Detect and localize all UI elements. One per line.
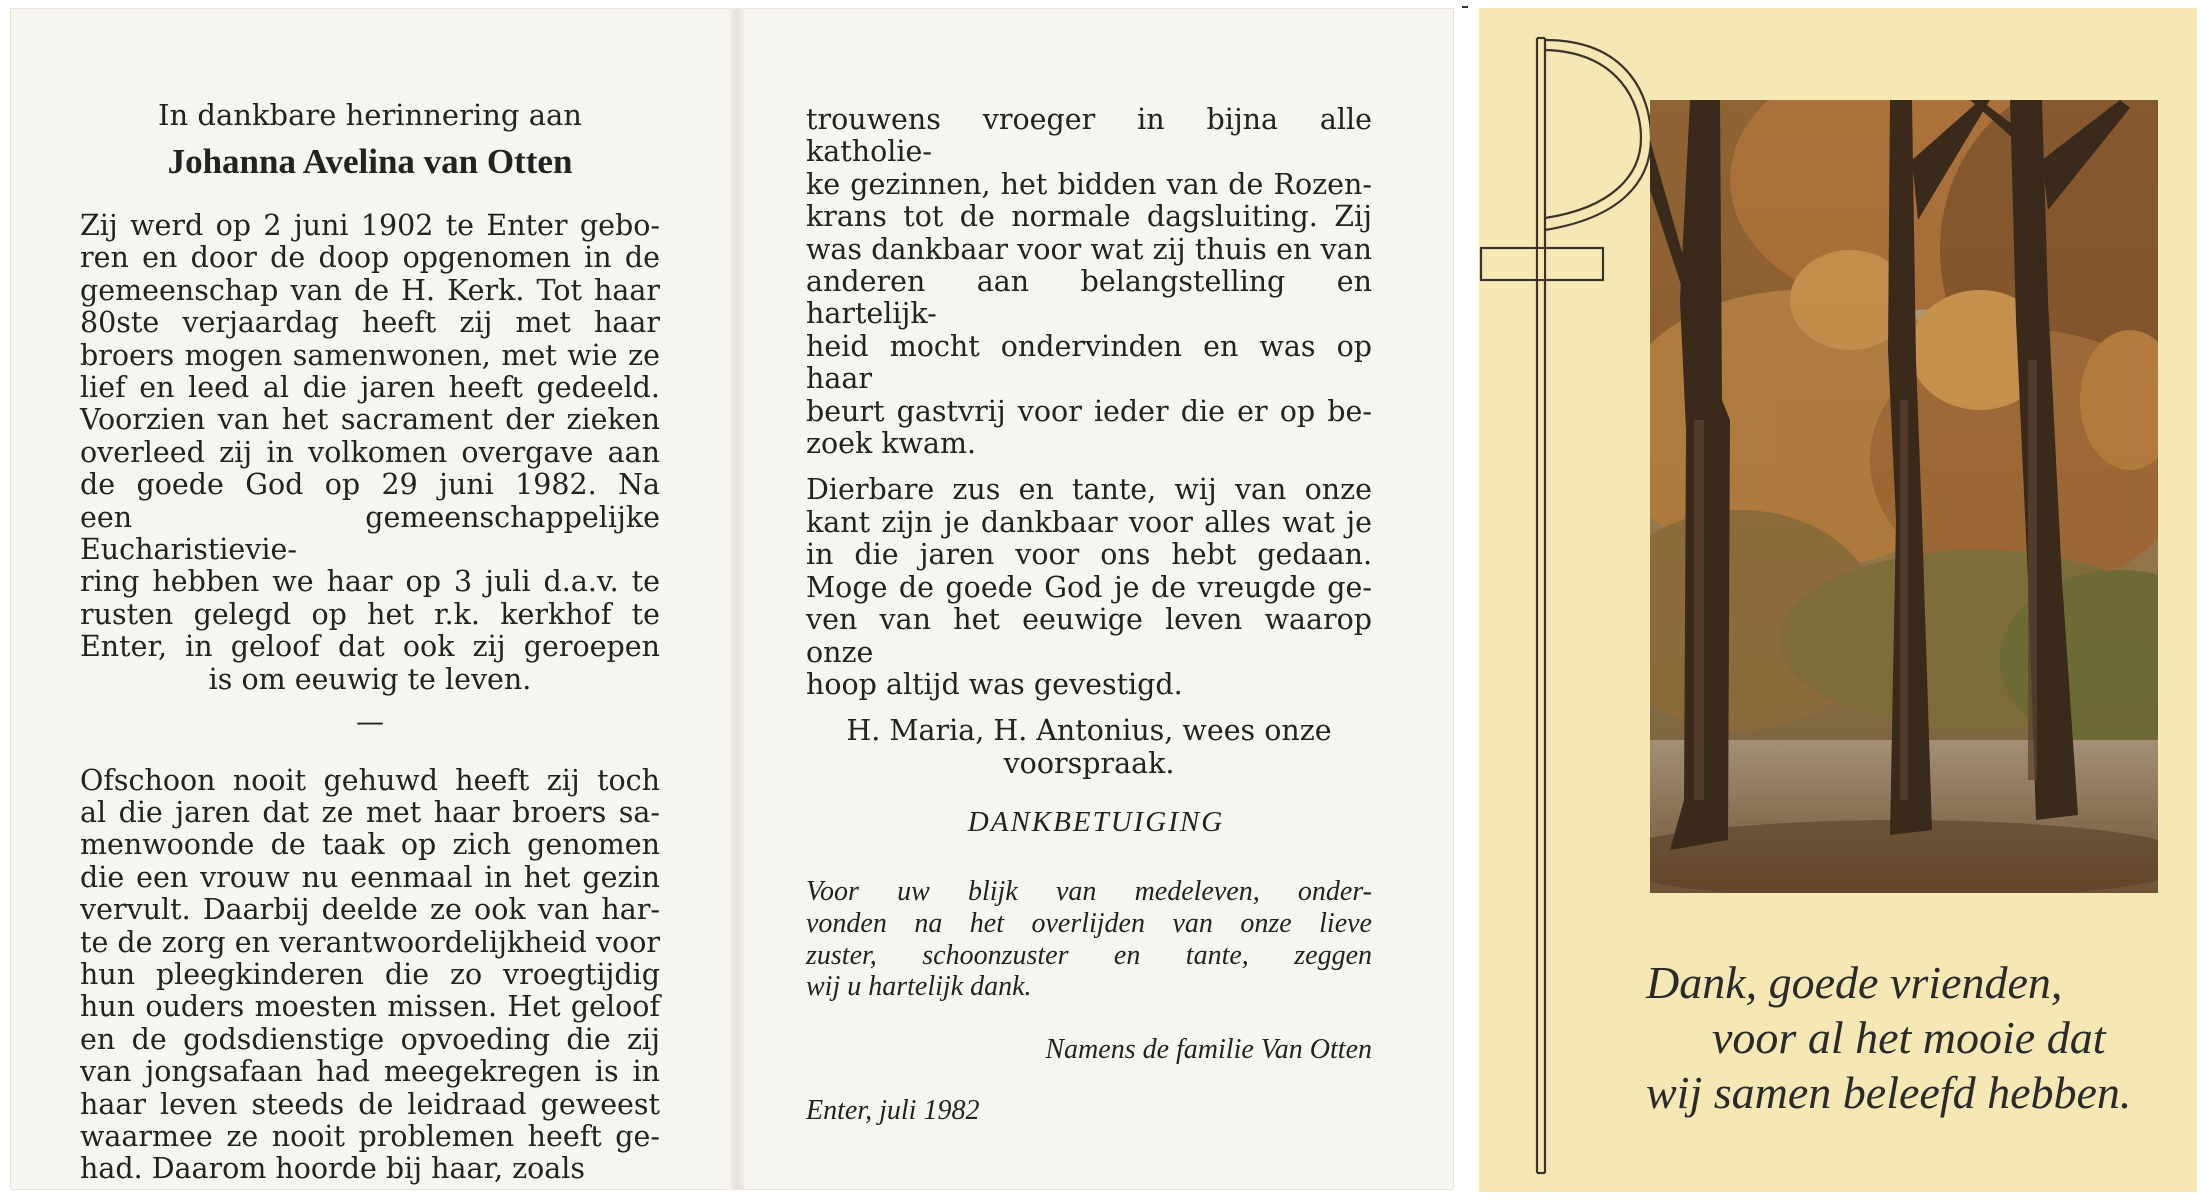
- thank-you-slogan: [1646, 955, 2206, 1120]
- text-line: menwoonde de taak op zich genomen: [80, 828, 660, 862]
- thanks-text-line: wij u hartelijk dank.: [806, 971, 1032, 1003]
- family-signature: Namens de familie Van Otten: [1045, 1034, 1372, 1065]
- text-line: de goede God op 29 juni 1982. Na: [80, 468, 660, 502]
- text-line: Zij werd op 2 juni 1902 te Enter gebo-: [80, 209, 660, 242]
- biography-paragraph-2: [80, 765, 660, 1186]
- text-line: die een vrouw nu eenmaal in het gezin: [80, 860, 660, 894]
- prayer-text-line: voorspraak.: [1003, 746, 1175, 780]
- text-line: anderen aan belangstelling en hartelijk-: [806, 265, 1372, 331]
- text-line: beurt gastvrij voor ieder die er op be-: [806, 394, 1372, 428]
- biography-paragraph-1: [80, 210, 660, 696]
- separator: —: [356, 705, 384, 739]
- text-line: hun ouders moesten missen. Het geloof: [80, 990, 660, 1024]
- text-line: trouwens vroeger in bijna alle katholie-: [806, 103, 1372, 169]
- text-line: zoek kwam.: [806, 427, 977, 461]
- text-line: krans tot de normale dagsluiting. Zij: [806, 200, 1372, 234]
- biography-paragraph-3: [806, 104, 1372, 460]
- slogan-line-3: wij samen beleefd hebben.: [1646, 1067, 2132, 1118]
- text-line: ren en door de doop opgenomen in de: [80, 241, 660, 275]
- text-line: is om eeuwig te leven.: [208, 662, 532, 696]
- text-line: rusten gelegd op het r.k. kerkhof te: [80, 597, 660, 631]
- text-line: lief en leed al die jaren heeft gedeeld.: [80, 371, 660, 405]
- text-line: hoop altijd was gevestigd.: [806, 667, 1183, 701]
- text-line: al die jaren dat ze met haar broers sa-: [80, 795, 660, 829]
- text-line: was dankbaar voor wat zij thuis en van: [806, 232, 1372, 266]
- text-line: ring hebben we haar op 3 juli d.a.v. te: [80, 565, 660, 599]
- place-date: Enter, juli 1982: [806, 1095, 980, 1126]
- card-fold: [730, 8, 744, 1190]
- text-line: van jongsafaan had meegekregen is in: [80, 1055, 660, 1089]
- text-line: 80ste verjaardag heeft zij met haar: [80, 306, 660, 340]
- text-line: kant zijn je dankbaar voor alles wat je: [806, 505, 1372, 539]
- text-line: vervult. Daarbij deelde ze ook van har-: [80, 893, 660, 927]
- text-line: hun pleegkinderen die zo vroegtijdig: [80, 957, 660, 991]
- text-line: te de zorg en verantwoordelijkheid voor: [80, 925, 660, 959]
- deceased-name: Johanna Avelina van Otten: [167, 142, 573, 181]
- slogan-line-2: voor al het mooie dat: [1712, 1012, 2106, 1063]
- thanks-text: [806, 876, 1372, 1003]
- biography-paragraph-4: [806, 474, 1372, 701]
- text-line: heid mocht ondervinden en was op haar: [806, 329, 1372, 396]
- text-line: overleed zij in volkomen overgave aan: [80, 435, 660, 469]
- chi-rho-cross-icon: [1479, 8, 1659, 1192]
- text-line: gemeenschap van de H. Kerk. Tot haar: [80, 273, 660, 307]
- left-column: [80, 210, 660, 1186]
- thanks-text-line: zuster, schoonzuster en tante, zeggen: [806, 939, 1372, 971]
- intro-line: In dankbare herinnering aan: [158, 98, 582, 132]
- text-line: ke gezinnen, het bidden van de Rozen-: [806, 167, 1372, 201]
- text-line: en de godsdienstige opvoeding die zij: [80, 1022, 660, 1056]
- text-line: had. Daarom hoorde bij haar, zoals: [80, 1152, 585, 1186]
- text-line: Moge de goede God je de vreugde ge-: [806, 570, 1372, 604]
- text-line: Dierbare zus en tante, wij van onze: [806, 473, 1372, 507]
- text-line: Enter, in geloof dat ook zij geroepen: [80, 630, 660, 664]
- thanks-text-line: Voor uw blijk van medeleven, onder-: [806, 876, 1372, 907]
- middle-column: [806, 104, 1372, 780]
- prayer-text-line: H. Maria, H. Antonius, wees onze: [846, 714, 1332, 748]
- text-line: Voorzien van het sacrament der zieken: [80, 403, 660, 437]
- slogan-line-1: Dank, goede vrienden,: [1646, 957, 2063, 1008]
- thanks-heading: DANKBETUIGING: [967, 806, 1225, 838]
- text-line: ven van het eeuwige leven waarop onze: [806, 603, 1372, 669]
- text-line: een gemeenschappelijke Eucharistievie-: [80, 500, 660, 567]
- edge-mark: [1462, 6, 1468, 8]
- autumn-forest-photo: [1650, 100, 2158, 893]
- thanks-text-line: vonden na het overlijden van onze lieve: [806, 907, 1372, 939]
- text-line: haar leven steeds de leidraad geweest: [80, 1087, 660, 1121]
- text-line: in die jaren voor ons hebt gedaan.: [806, 538, 1372, 572]
- text-line: waarmee ze nooit problemen heeft ge-: [80, 1119, 660, 1153]
- text-line: Ofschoon nooit gehuwd heeft zij toch: [80, 763, 660, 797]
- text-line: broers mogen samenwonen, met wie ze: [80, 338, 660, 372]
- prayer-line: [806, 715, 1372, 780]
